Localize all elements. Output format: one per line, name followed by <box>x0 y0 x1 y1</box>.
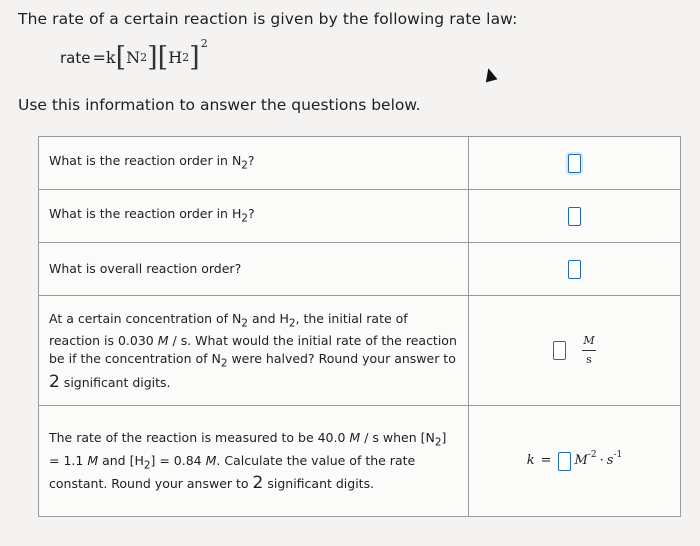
h-exponent: 2 <box>200 37 208 50</box>
unit-denominator: s <box>586 353 592 366</box>
rate-constant-expression <box>527 452 622 471</box>
k-label: k <box>526 453 535 469</box>
rate-constant-k: k <box>105 48 116 67</box>
bracket-close-1: ] <box>147 42 158 73</box>
table-row <box>39 243 681 296</box>
q-text: were halved? Round your answer to <box>227 351 456 366</box>
equals-sign: = <box>92 48 106 67</box>
question-text: What is the reaction order in H <box>49 205 242 221</box>
unit-numerator: M <box>583 334 595 347</box>
answer-cell <box>469 190 681 243</box>
rate-law-equation <box>60 37 208 73</box>
multiply-dot: · <box>599 453 604 469</box>
unit-m: M <box>157 333 169 348</box>
answer-input-new-rate[interactable] <box>553 341 566 360</box>
mouse-cursor-icon <box>483 67 498 83</box>
unit-m: M <box>87 452 99 468</box>
question-order-n2 <box>39 137 469 190</box>
species-n: N <box>126 48 141 67</box>
equals-sign: = <box>540 453 552 469</box>
q-text: / s when [N <box>360 430 435 445</box>
intro-text: The rate of a certain reaction is given by the following rate law: <box>18 10 518 28</box>
species-h-subscript: 2 <box>182 51 190 64</box>
sig-digits-number: 2 <box>49 371 60 392</box>
q-text: / s. What would the initial rate of the reaction be if the concentration of N <box>49 333 457 366</box>
answer-input-overall-order[interactable] <box>568 260 581 279</box>
subscript: 2 <box>143 459 151 471</box>
question-text: What is the reaction order in N <box>49 152 242 168</box>
species-h: H <box>168 48 183 67</box>
subscript: 2 <box>241 212 248 225</box>
bracket-open-2: [ <box>157 42 169 73</box>
question-text-end: ? <box>247 152 255 168</box>
unit-m: M <box>205 452 217 468</box>
subscript: 2 <box>220 357 228 370</box>
answer-cell <box>469 243 681 296</box>
answer-cell <box>469 406 681 517</box>
question-text-end: ? <box>247 205 255 221</box>
answer-cell <box>469 296 681 406</box>
question-order-h2 <box>39 190 469 243</box>
unit-m: M <box>349 430 361 445</box>
questions-table <box>38 136 681 517</box>
unit-m: M <box>574 453 588 469</box>
answer-input-order-n2[interactable] <box>568 154 581 173</box>
question-rate-constant <box>39 406 469 517</box>
subscript: 2 <box>241 317 249 329</box>
question-overall-order <box>39 243 469 296</box>
subscript: 2 <box>434 436 442 449</box>
fraction-bar <box>582 350 596 351</box>
answer-cell <box>469 137 681 190</box>
unit-s-exponent: -1 <box>613 450 623 461</box>
question-new-rate <box>39 296 469 406</box>
table-row <box>39 137 681 190</box>
q-text: , the initial rate of reaction is 0.030 <box>49 310 408 348</box>
q-text: . Calculate the value of the rate constant. Round your answer to <box>49 452 416 491</box>
q-text: ] = 0.84 <box>150 452 206 468</box>
unit-s: s <box>606 453 614 469</box>
answer-input-order-h2[interactable] <box>568 207 581 226</box>
sig-digits-number: 2 <box>252 473 264 493</box>
q-text: significant digits. <box>59 374 171 390</box>
subscript: 2 <box>241 159 248 172</box>
answer-input-rate-constant[interactable] <box>558 452 571 471</box>
q-text: At a certain concentration of N <box>49 310 242 326</box>
table-row <box>39 406 681 517</box>
subscript: 2 <box>288 317 296 329</box>
table-row <box>39 296 681 406</box>
bracket-open-1: [ <box>115 42 127 73</box>
q-text: The rate of the reaction is measured to be 40.0 <box>49 430 350 445</box>
question-text: What is overall reaction order? <box>49 261 242 276</box>
rate-label: rate <box>60 48 91 67</box>
species-n-subscript: 2 <box>140 51 148 64</box>
q-text: and H <box>248 310 289 326</box>
q-text: and [H <box>98 452 144 468</box>
table-row <box>39 190 681 243</box>
bracket-close-2: ] <box>189 42 200 73</box>
instructions-text: Use this information to answer the questions below. <box>18 96 421 114</box>
unit-m-exponent: -2 <box>587 450 597 461</box>
q-text: significant digits. <box>263 476 375 491</box>
unit-fraction <box>582 334 596 367</box>
q-text: ] = 1.1 <box>49 430 447 468</box>
